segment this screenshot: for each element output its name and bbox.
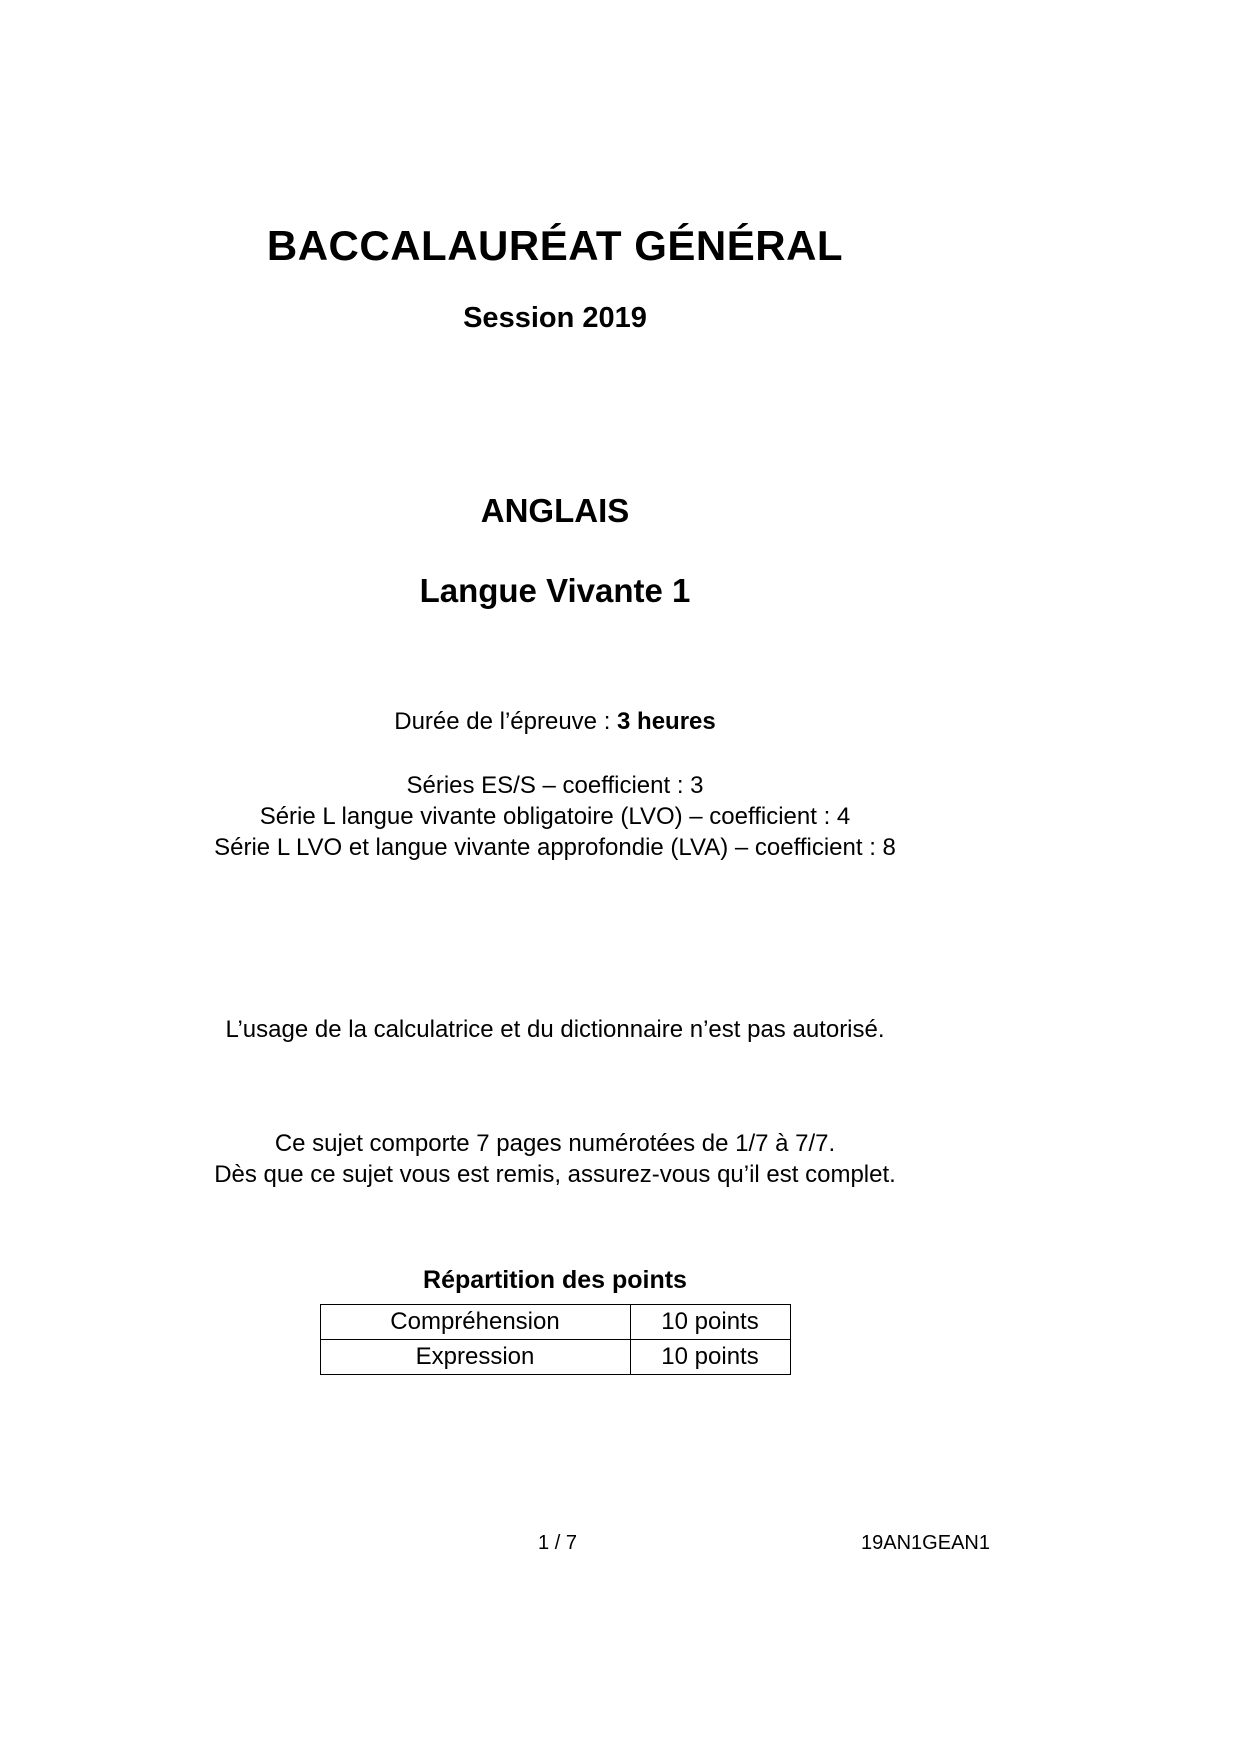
points-row-value: 10 points xyxy=(630,1305,790,1340)
duration-value: 3 heures xyxy=(617,708,716,735)
points-row-label: Compréhension xyxy=(320,1305,630,1340)
table-row xyxy=(320,1340,790,1375)
points-row-label: Expression xyxy=(320,1340,630,1375)
document-code: 19AN1GEAN1 xyxy=(861,1532,990,1554)
table-row xyxy=(320,1305,790,1340)
points-distribution-title: Répartition des points xyxy=(423,1266,687,1294)
calculator-notice: L’usage de la calculatrice et du dictionnaire n’est pas autorisé. xyxy=(225,1016,885,1043)
subject-title: ANGLAIS xyxy=(480,492,630,529)
pages-info-line: Ce sujet comporte 7 pages numérotées de 1/7 à 7/7. xyxy=(274,1130,836,1157)
page-number: 1 / 7 xyxy=(538,1532,577,1554)
pages-info-line: Dès que ce sujet vous est remis, assurez-vous qu’il est complet. xyxy=(214,1161,896,1188)
document-title: BACCALAURÉAT GÉNÉRAL xyxy=(266,222,844,269)
series-line: Série L LVO et langue vivante approfondie (LVA) – coefficient : 8 xyxy=(214,834,896,861)
language-variant-title: Langue Vivante 1 xyxy=(419,572,691,609)
page-footer xyxy=(125,1532,990,1555)
points-table-container xyxy=(125,1304,985,1375)
series-line: Série L langue vivante obligatoire (LVO) – coefficient : 4 xyxy=(259,803,851,830)
duration-line xyxy=(125,708,985,736)
session-title: Session 2019 xyxy=(463,302,647,334)
pages-info-block xyxy=(125,1128,985,1190)
duration-label: Durée de l’épreuve : xyxy=(394,708,618,735)
series-block xyxy=(125,770,985,863)
series-line: Séries ES/S – coefficient : 3 xyxy=(406,772,704,799)
points-table xyxy=(320,1304,791,1375)
points-row-value: 10 points xyxy=(630,1340,790,1375)
